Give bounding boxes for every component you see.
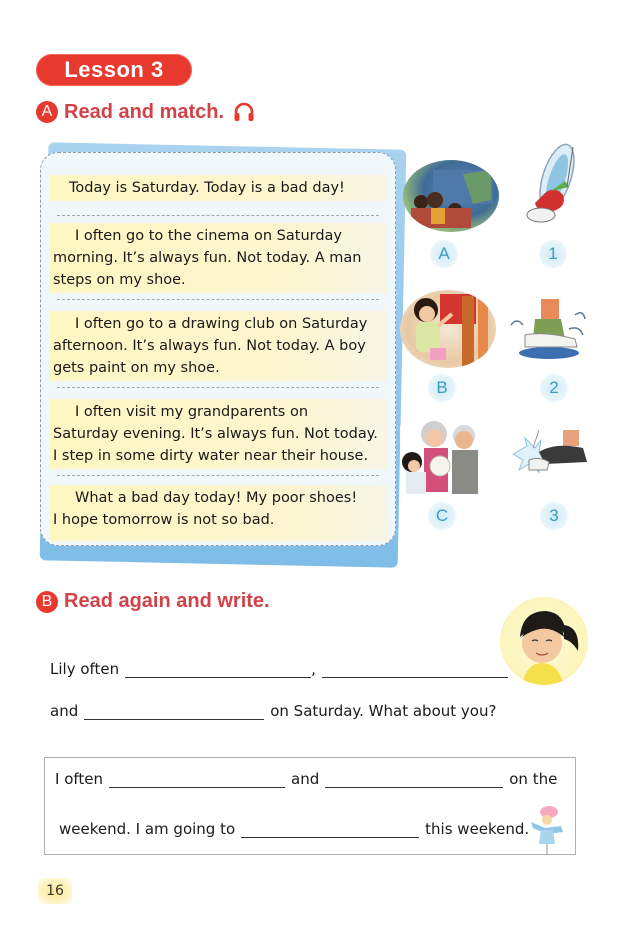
text-weekend-going-to: weekend. I am going to bbox=[59, 820, 236, 838]
text-i-often: I often bbox=[55, 770, 104, 788]
section-a-badge: A bbox=[36, 101, 58, 123]
lily-sentence-line-2 bbox=[50, 702, 496, 720]
paragraph-line: morning. It’s always fun. Not today. A man bbox=[53, 250, 362, 266]
paragraph-line: I often visit my grandparents on bbox=[75, 404, 309, 420]
answer-line-1 bbox=[55, 770, 557, 788]
answer-line-2 bbox=[59, 816, 529, 838]
divider bbox=[57, 215, 379, 216]
label-2[interactable]: 2 bbox=[540, 374, 568, 402]
text-and: and bbox=[291, 770, 320, 788]
picture-c-grandparents bbox=[400, 418, 492, 496]
text-lily-often: Lily often bbox=[50, 660, 120, 678]
blank-your-activity-2[interactable] bbox=[325, 772, 503, 788]
blank-lily-activity-2[interactable] bbox=[322, 662, 508, 678]
picture-2-dirty-water bbox=[505, 295, 591, 363]
section-b-badge: B bbox=[36, 591, 58, 613]
section-a-title: Read and match. bbox=[64, 100, 225, 123]
paragraph-line: afternoon. It’s always fun. Not today. A boy bbox=[53, 338, 366, 354]
paragraph-drawing-club bbox=[49, 311, 387, 381]
divider bbox=[57, 299, 379, 300]
scarecrow-icon bbox=[527, 804, 567, 854]
headphones-icon[interactable] bbox=[232, 100, 256, 124]
paragraph-line: gets paint on my shoe. bbox=[53, 360, 220, 376]
lesson-title: Lesson 3 bbox=[36, 54, 192, 86]
paragraph-grandparents bbox=[49, 399, 387, 469]
paragraph-line: Today is Saturday. Today is a bad day! bbox=[69, 180, 345, 196]
page-number: 16 bbox=[38, 878, 72, 904]
picture-3-stepped-shoe bbox=[505, 430, 591, 486]
text-on-the: on the bbox=[509, 770, 558, 788]
divider bbox=[57, 387, 379, 388]
paragraph-line: steps on my shoe. bbox=[53, 272, 186, 288]
blank-your-activity-1[interactable] bbox=[109, 772, 285, 788]
picture-a-cinema bbox=[403, 160, 499, 232]
section-b-title: Read again and write. bbox=[64, 590, 270, 612]
label-3[interactable]: 3 bbox=[540, 502, 568, 530]
text-on-saturday: on Saturday. What about you? bbox=[270, 702, 497, 720]
paragraph-line: I often go to a drawing club on Saturday bbox=[75, 316, 368, 332]
picture-b-drawing-club bbox=[400, 290, 496, 368]
blank-weekend-plan[interactable] bbox=[241, 816, 419, 838]
text-and: and bbox=[50, 702, 79, 720]
picture-1-paint-shoe bbox=[515, 135, 591, 235]
paragraph-line: I step in some dirty water near their house. bbox=[53, 448, 369, 464]
paragraph-line: What a bad day today! My poor shoes! bbox=[75, 490, 358, 506]
lily-sentence-line-1 bbox=[50, 660, 514, 678]
text-this-weekend: this weekend. bbox=[425, 820, 530, 838]
paragraph-line: I hope tomorrow is not so bad. bbox=[53, 512, 275, 528]
paragraph-conclusion bbox=[49, 485, 387, 541]
blank-lily-activity-1[interactable] bbox=[125, 662, 311, 678]
your-answer-box bbox=[44, 757, 576, 855]
text-comma: , bbox=[311, 660, 316, 678]
label-c[interactable]: C bbox=[428, 502, 456, 530]
paragraph-intro bbox=[49, 175, 387, 201]
section-a-header bbox=[36, 100, 256, 124]
paragraph-line: Saturday evening. It’s always fun. Not today. bbox=[53, 426, 378, 442]
blank-lily-activity-3[interactable] bbox=[84, 704, 264, 720]
label-a[interactable]: A bbox=[430, 240, 458, 268]
section-b-header bbox=[36, 590, 270, 613]
paragraph-line: I often go to the cinema on Saturday bbox=[75, 228, 343, 244]
divider bbox=[57, 475, 379, 476]
reading-panel bbox=[40, 152, 396, 546]
label-1[interactable]: 1 bbox=[539, 240, 567, 268]
label-b[interactable]: B bbox=[428, 374, 456, 402]
paragraph-cinema bbox=[49, 223, 387, 293]
